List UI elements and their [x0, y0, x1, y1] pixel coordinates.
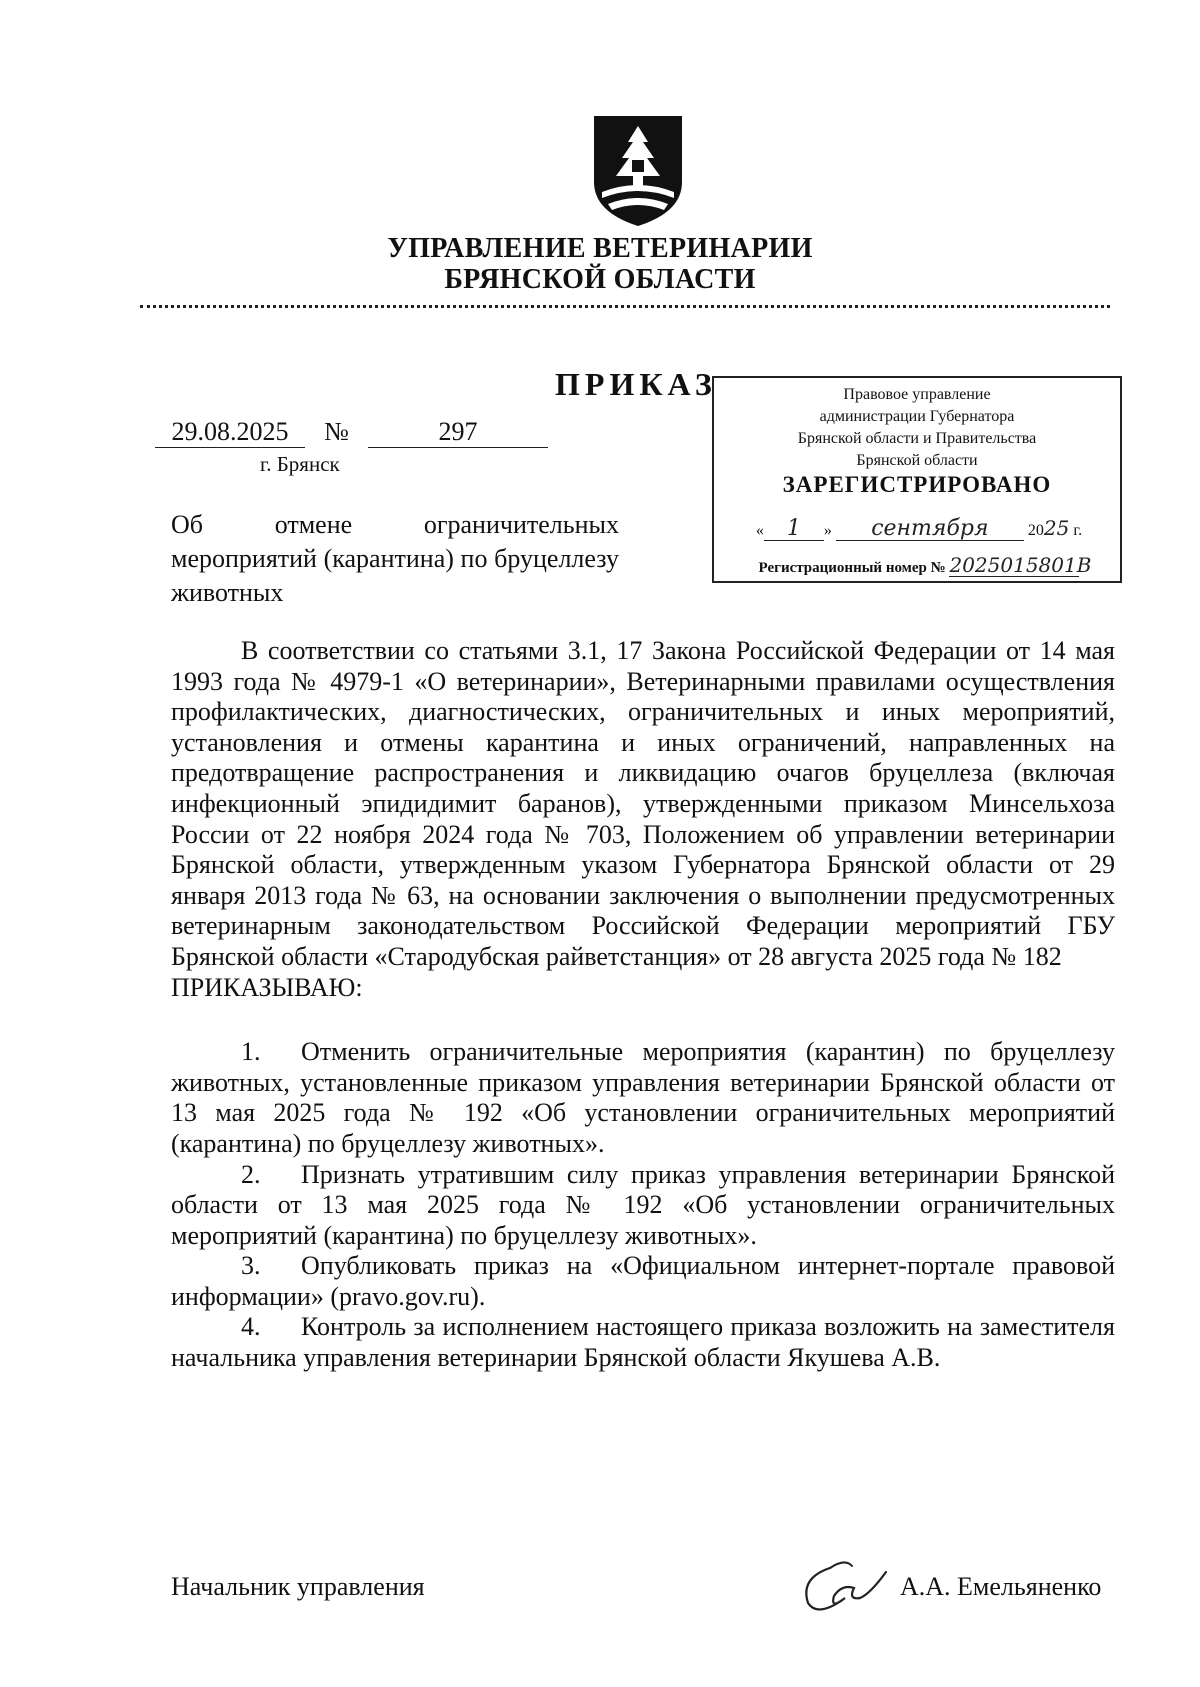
order-item-1	[171, 1037, 1115, 1159]
organization-name-line1: УПРАВЛЕНИЕ ВЕТЕРИНАРИИ	[387, 233, 813, 264]
organization-name-line2: БРЯНСКОЙ ОБЛАСТИ	[444, 264, 756, 295]
stamp-day: 1	[764, 518, 824, 541]
order-item-text: Контроль за исполнением настоящего приказа возложить на заместителя начальника управления ветеринарии Брянской области Якушева А.В.	[171, 1312, 1115, 1373]
order-item-4	[171, 1312, 1115, 1373]
order-word: ПРИКАЗЫВАЮ:	[171, 972, 363, 1002]
order-item-number: 1.	[241, 1037, 261, 1067]
signatory-name: А.А. Емельяненко	[900, 1572, 1102, 1601]
handwritten-signature	[790, 1548, 900, 1618]
document-subject: Об отмене ограничительных мероприятий (карантина) по бруцеллезу животных	[171, 510, 619, 607]
order-item-2	[171, 1160, 1115, 1252]
preamble-paragraph: В соответствии со статьями 3.1, 17 Закона Российской Федерации от 14 мая 1993 года № 4979-1 «О ветеринарии», Ветеринарными правилами осуществления профилактических, диагностических, ограничительных и иных мероприятий, установления и отмены карантина и иных ограничений, направленных на предотвращение распространения и ликвидацию очагов бруцеллеза (включая инфекционный эпидидимит баранов), утвержденными приказом Минсельхоза России от 22 ноября 2024 года № 703, Положением об управлении ветеринарии Брянской области, утвержденным указом Губернатора Брянской области от 29 января 2013 года № 63, на основании заключения о выполнении предусмотренных ветеринарным законодательством Российской Федерации мероприятий ГБУ Брянской области «Стародубская райветстанция» от 28 августа 2025 года № 182	[171, 636, 1115, 971]
order-item-number: 4.	[241, 1312, 261, 1342]
document-city: г. Брянск	[260, 452, 340, 476]
document-number: 297	[368, 417, 548, 448]
document-type-title: ПРИКАЗ	[555, 366, 717, 402]
order-item-number: 3.	[241, 1251, 261, 1281]
stamp-quote-close: »	[823, 522, 832, 539]
stamp-quote-open: «	[755, 522, 764, 539]
stamp-line-1: Правовое управление	[843, 386, 991, 403]
stamp-registered-label: ЗАРЕГИСТРИРОВАНО	[782, 472, 1052, 497]
date-number-line	[155, 417, 548, 448]
stamp-line-3: Брянской области и Правительства	[797, 430, 1037, 447]
order-item-number: 2.	[241, 1159, 261, 1189]
order-item-text: Отменить ограничительные мероприятия (карантин) по бруцеллезу животных, установленные приказом управления ветеринарии Брянской области от 13 мая 2025 года № 192 «Об установлении ограничительных мероприятий (карантина) по бруцеллезу животных».	[171, 1037, 1115, 1158]
number-sign: №	[324, 417, 349, 446]
stamp-month: сентября	[836, 518, 1024, 541]
stamp-reg-number: 2025015801В	[949, 553, 1092, 577]
header-divider	[140, 305, 1110, 308]
coat-of-arms-emblem	[588, 112, 688, 230]
stamp-year-suffix: 25	[1043, 516, 1070, 540]
stamp-reg-number-line	[728, 554, 1110, 580]
order-item-3	[171, 1251, 1115, 1312]
stamp-date-line	[728, 517, 1110, 547]
order-item-text: Опубликовать приказ на «Официальном интернет-портале правовой информации» (pravo.gov.ru).	[171, 1251, 1115, 1311]
stamp-line-2: администрации Губернатора	[819, 408, 1015, 425]
stamp-reg-number-label: Регистрационный номер №	[758, 560, 946, 576]
signatory-title: Начальник управления	[171, 1572, 425, 1601]
document-date: 29.08.2025	[155, 417, 305, 448]
document-body	[171, 636, 1115, 1374]
stamp-year-end: г.	[1073, 522, 1083, 539]
registration-stamp	[712, 376, 1122, 583]
stamp-year-prefix: 20	[1027, 522, 1044, 539]
order-item-text: Признать утратившим силу приказ управления ветеринарии Брянской области от 13 мая 2025 года № 192 «Об установлении ограничительных мероприятий (карантина) по бруцеллезу животных».	[171, 1159, 1115, 1250]
stamp-line-4: Брянской области	[856, 452, 978, 469]
spacer	[171, 1003, 1115, 1037]
